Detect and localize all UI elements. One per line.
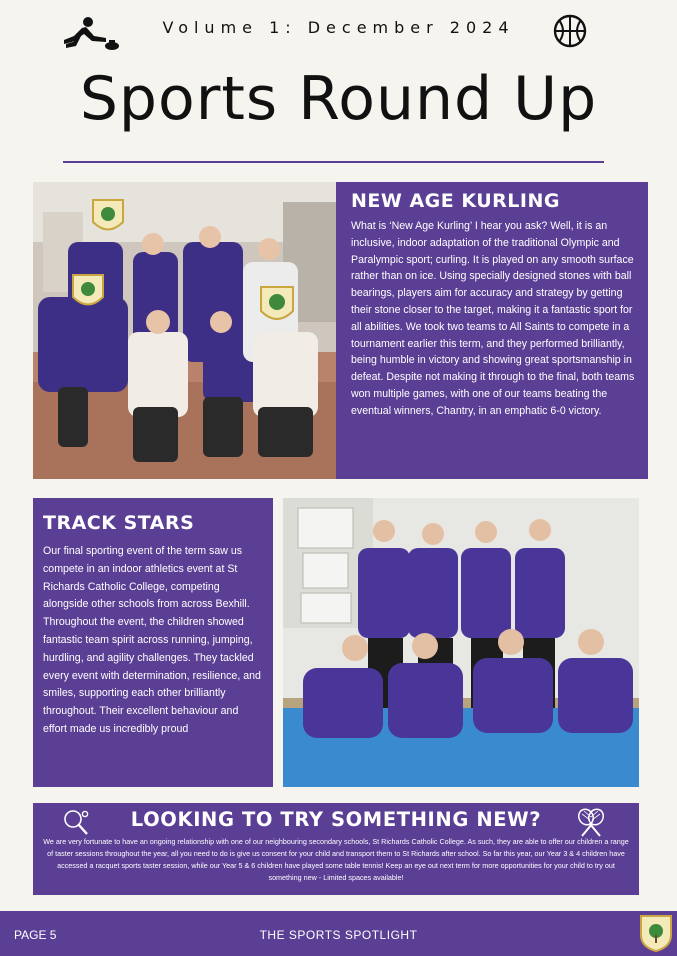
- title-divider: [63, 161, 604, 163]
- table-tennis-icon: [61, 807, 91, 837]
- try-new-body: We are very fortunate to have an ongoing relationship with one of our neighbouring secondary schools, St Richards Catholic College. As such, they are able to offer our children a range of taster sessions throughout the year, all you need to do is give us consent for your child and transport them to St Richards after school. So far this year, our Year 3 & 4 children have accessed a racquet sports taster session, while our Year 5 & 6 children have played some table tennis! Keep an eye out next term for more opportunities for your child to try out something new - Limited spaces available!: [43, 837, 629, 882]
- kurling-article: [336, 182, 648, 479]
- track-heading: TRACK STARS: [43, 512, 195, 534]
- kurling-body: What is ‘New Age Kurling’ I hear you ask? Well, it is an inclusive, indoor adaptation of the traditional Olympic and Paralympic sport; curling. It is played on any smooth surface rather than on ice. Using specially designed stones with ball bearings, players aim for accuracy and strategy by getting their stone closer to the target, making it a fantastic sport for all abilities. We took two teams to All Saints to compete in a tournament earlier this term, and they performed brilliantly, being humble in victory and showing great sportsmanship in defeat. Despite not making it through to the final, both teams won multiple games, with one of our teams beating the eventual winners, Chantry, in an emphatic 6-0 victory.: [351, 220, 635, 417]
- kurling-heading: NEW AGE KURLING: [351, 190, 560, 212]
- track-team-photo: [283, 498, 639, 787]
- page-number: PAGE 5: [14, 928, 57, 942]
- page-footer: [0, 911, 677, 956]
- kurling-team-photo: [33, 182, 336, 479]
- try-something-new-article: [33, 803, 639, 895]
- track-article: [33, 498, 273, 787]
- track-body: Our final sporting event of the term saw us compete in an indoor athletics event at St Richards Catholic College, competing alongside other schools from across Bexhill. Throughout the event, the children showed fantastic team spirit across running, jumping, hurdling, and agility challenges. They tackled every event with determination, resilience, and smiles, supporting each other brilliantly throughout. Their excellent behaviour and effort made us incredibly proud: [43, 545, 261, 735]
- footer-title: THE SPORTS SPOTLIGHT: [259, 928, 418, 942]
- tennis-racquets-icon: [575, 807, 607, 839]
- try-new-heading: LOOKING TO TRY SOMETHING NEW?: [130, 808, 542, 831]
- volume-date: Volume 1: December 2024: [162, 18, 515, 37]
- page-title: Sports Round Up: [79, 64, 598, 134]
- school-crest-icon: [638, 913, 674, 953]
- basketball-icon: [553, 14, 587, 48]
